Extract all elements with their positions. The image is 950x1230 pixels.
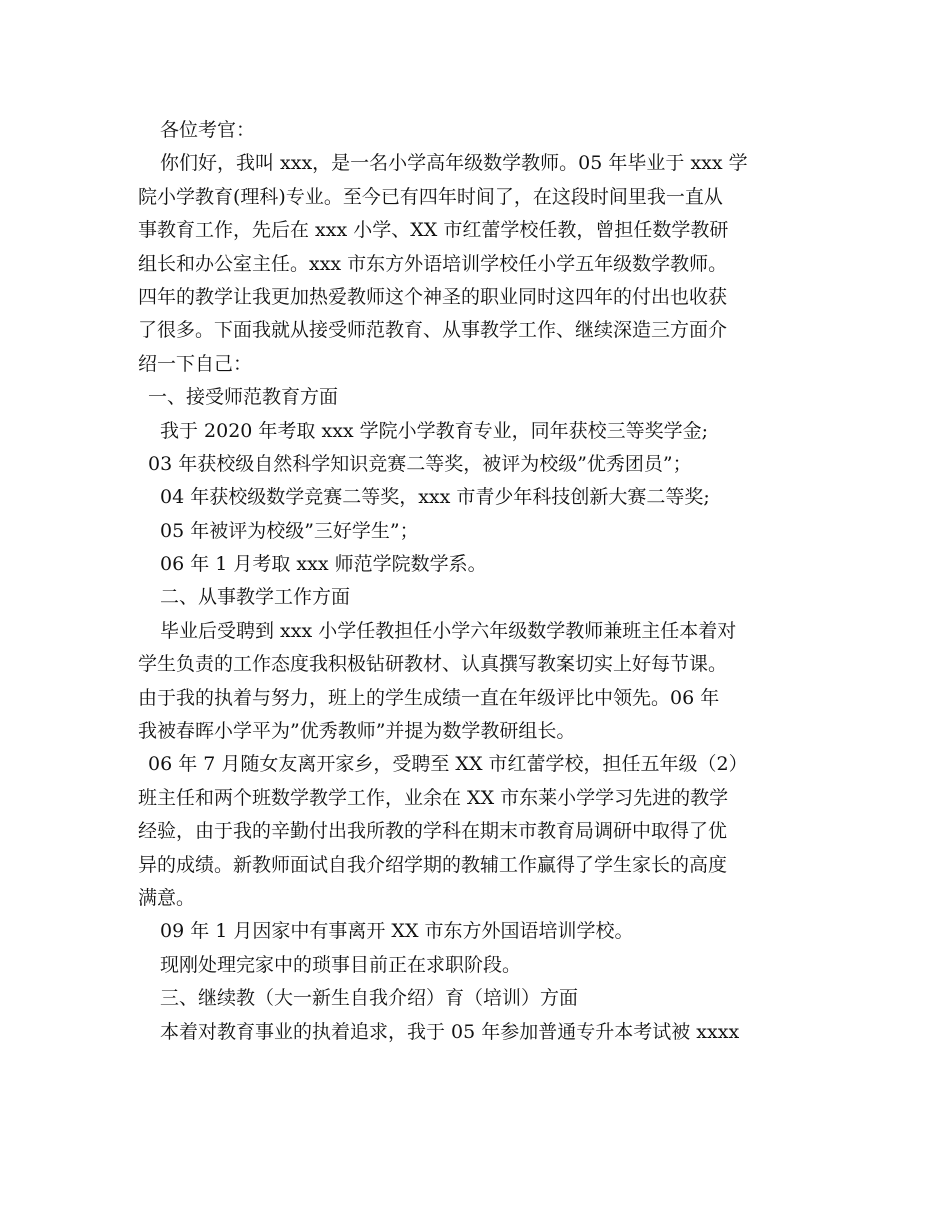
paragraph-line: 学生负责的工作态度我积极钻研教材、认真撰写教案切实上好每节课。	[138, 653, 728, 676]
paragraph-line: 06 年 7 月随女友离开家乡，受聘至 XX 市红蕾学校，担任五年级（2）	[148, 753, 748, 776]
list-item: 05 年被评为校级”三好学生”；	[160, 519, 419, 542]
paragraph-line: 异的成绩。新教师面试自我介绍学期的教辅工作赢得了学生家长的高度	[138, 853, 728, 876]
list-item: 06 年 1 月考取 xxx 师范学院数学系。	[160, 553, 487, 576]
paragraph-line: 现刚处理完家中的琐事目前正在求职阶段。	[160, 953, 522, 976]
section-heading: 一、接受师范教育方面	[148, 386, 339, 409]
section-heading: 二、从事教学工作方面	[160, 586, 351, 609]
paragraph-line: 你们好，我叫 xxx，是一名小学高年级数学教师。05 年毕业于 xxx 学	[160, 152, 748, 175]
paragraph-line: 绍一下自己：	[138, 352, 253, 375]
salutation: 各位考官：	[160, 119, 256, 141]
paragraph-line: 由于我的执着与努力，班上的学生成绩一直在年级评比中领先。06 年	[138, 686, 720, 709]
paragraph-line: 了很多。下面我就从接受师范教育、从事教学工作、继续深造三方面介	[138, 319, 728, 342]
paragraph-line: 事教育工作，先后在 xxx 小学、XX 市红蕾学校任教，曾担任数学教研	[138, 219, 729, 242]
section-heading: 三、继续教（大一新生自我介绍）育（培训）方面	[160, 987, 579, 1010]
paragraph-line: 经验，由于我的辛勤付出我所教的学科在期末市教育局调研中取得了优	[138, 820, 728, 843]
paragraph-line: 毕业后受聘到 xxx 小学任教担任小学六年级数学教师兼班主任本着对	[160, 619, 737, 642]
list-item: 我于 2020 年考取 xxx 学院小学教育专业，同年获校三等奖学金;	[160, 419, 709, 442]
paragraph-line: 组长和办公室主任。xxx 市东方外语培训学校任小学五年级数学教师。	[138, 252, 728, 275]
document-body	[138, 114, 818, 1049]
paragraph-line: 09 年 1 月因家中有事离开 XX 市东方外国语培训学校。	[160, 920, 634, 943]
paragraph-line: 我被春晖小学平为”优秀教师”并提为数学教研组长。	[138, 720, 576, 743]
paragraph-line: 四年的教学让我更加热爱教师这个神圣的职业同时这四年的付出也收获	[138, 285, 728, 308]
paragraph-line: 班主任和两个班数学教学工作，业余在 XX 市东莱小学学习先进的教学	[138, 786, 729, 809]
list-item: 04 年获校级数学竞赛二等奖，xxx 市青少年科技创新大赛二等奖;	[160, 486, 710, 509]
paragraph-line: 院小学教育(理科)专业。至今已有四年时间了，在这段时间里我一直从	[138, 185, 723, 208]
list-item: 03 年获校级自然科学知识竞赛二等奖，被评为校级”优秀团员”；	[148, 452, 692, 475]
paragraph-line: 本着对教育事业的执着追求，我于 05 年参加普通专升本考试被 xxxx	[160, 1020, 740, 1043]
paragraph-line: 满意。	[138, 886, 196, 909]
